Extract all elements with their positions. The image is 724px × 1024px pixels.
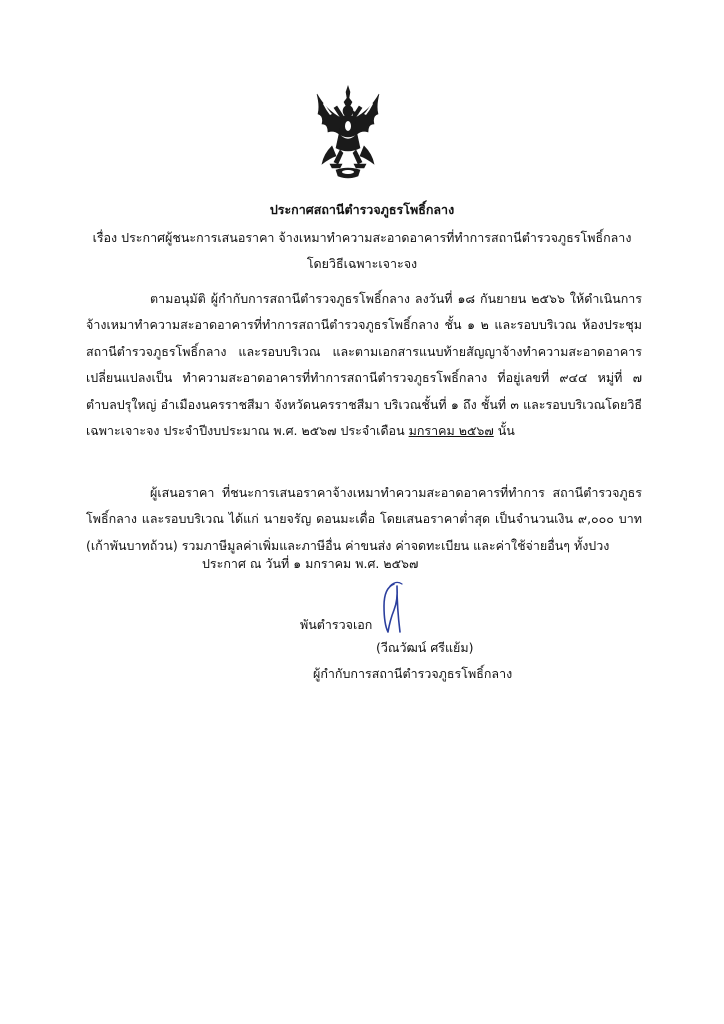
paragraph-approval [86, 286, 642, 444]
paragraph-approval-end: นั้น [497, 423, 515, 439]
garuda-emblem-icon [312, 84, 384, 182]
signer-name: (วีณวัฒน์ ศรีแย้ม) [376, 640, 474, 655]
paragraph-approval-main: ตามอนุมัติ ผู้กำกับการสถานีตำรวจภูธรโพธิ์กลาง ลงวันที่ ๑๘ กันยายน ๒๕๖๖ ให้ดำเนินการจ้างเหมาทำความสะอาดอาคารที่ทำการสถานีตำรวจภูธรโพธิ์กลาง ชั้น ๑ ๒ และรอบบริเวณ ห้องประชุมสถานีตำรวจภูธรโพธิ์กลาง และรอบบริเวณ และตามเอกสารแนบท้ายสัญญาจ้างทำความสะอาดอาคาร เปลี่ยนแปลงเป็น ทำความสะอาดอาคารที่ทำการสถานีตำรวจภูธรโพธิ์กลาง ที่อยู่เลขที่ ๙๔๔ หมู่ที่ ๗ ตำบลปรุใหญ่ อำเมืองนครราชสีมา จังหวัดนครราชสีมา บริเวณชั้นที่ ๑ ถึง ชั้นที่ ๓ และรอบบริเวณโดยวิธีเฉพาะเจาะจง ประจำปีงบประมาณ พ.ศ. ๒๕๖๗ ประจำเดือน [86, 291, 642, 439]
document-subject: เรื่อง ประกาศผู้ชนะการเสนอราคา จ้างเหมาทำความสะอาดอาคารที่ทำการสถานีตำรวจภูธรโพธิ์กลาง [92, 230, 632, 245]
announcement-date: ประกาศ ณ วันที่ ๑ มกราคม พ.ศ. ๒๕๖๗ [202, 556, 419, 571]
signer-rank: พันตำรวจเอก [300, 617, 373, 632]
document-title: ประกาศสถานีตำรวจภูธรโพธิ์กลาง [269, 202, 455, 217]
procurement-method: โดยวิธีเฉพาะเจาะจง [306, 256, 418, 271]
signature-image [370, 580, 414, 644]
paragraph-winner: ผู้เสนอราคา ที่ชนะการเสนอราคาจ้างเหมาทำความสะอาดอาคารที่ทำการ สถานีตำรวจภูธรโพธิ์กลาง และรอบบริเวณ ได้แก่ นายจรัญ ดอนมะเดื่อ โดยเสนอราคาต่ำสุด เป็นจำนวนเงิน ๙,๐๐๐ บาท (เก้าพันบาทถ้วน) รวมภาษีมูลค่าเพิ่มและภาษีอื่น ค่าขนส่ง ค่าจดทะเบียน และค่าใช้จ่ายอื่นๆ ทั้งปวง [86, 485, 642, 553]
signer-position: ผู้กำกับการสถานีตำรวจภูธรโพธิ์กลาง [313, 666, 513, 681]
paragraph-approval-month: มกราคม ๒๕๖๗ [408, 423, 494, 439]
